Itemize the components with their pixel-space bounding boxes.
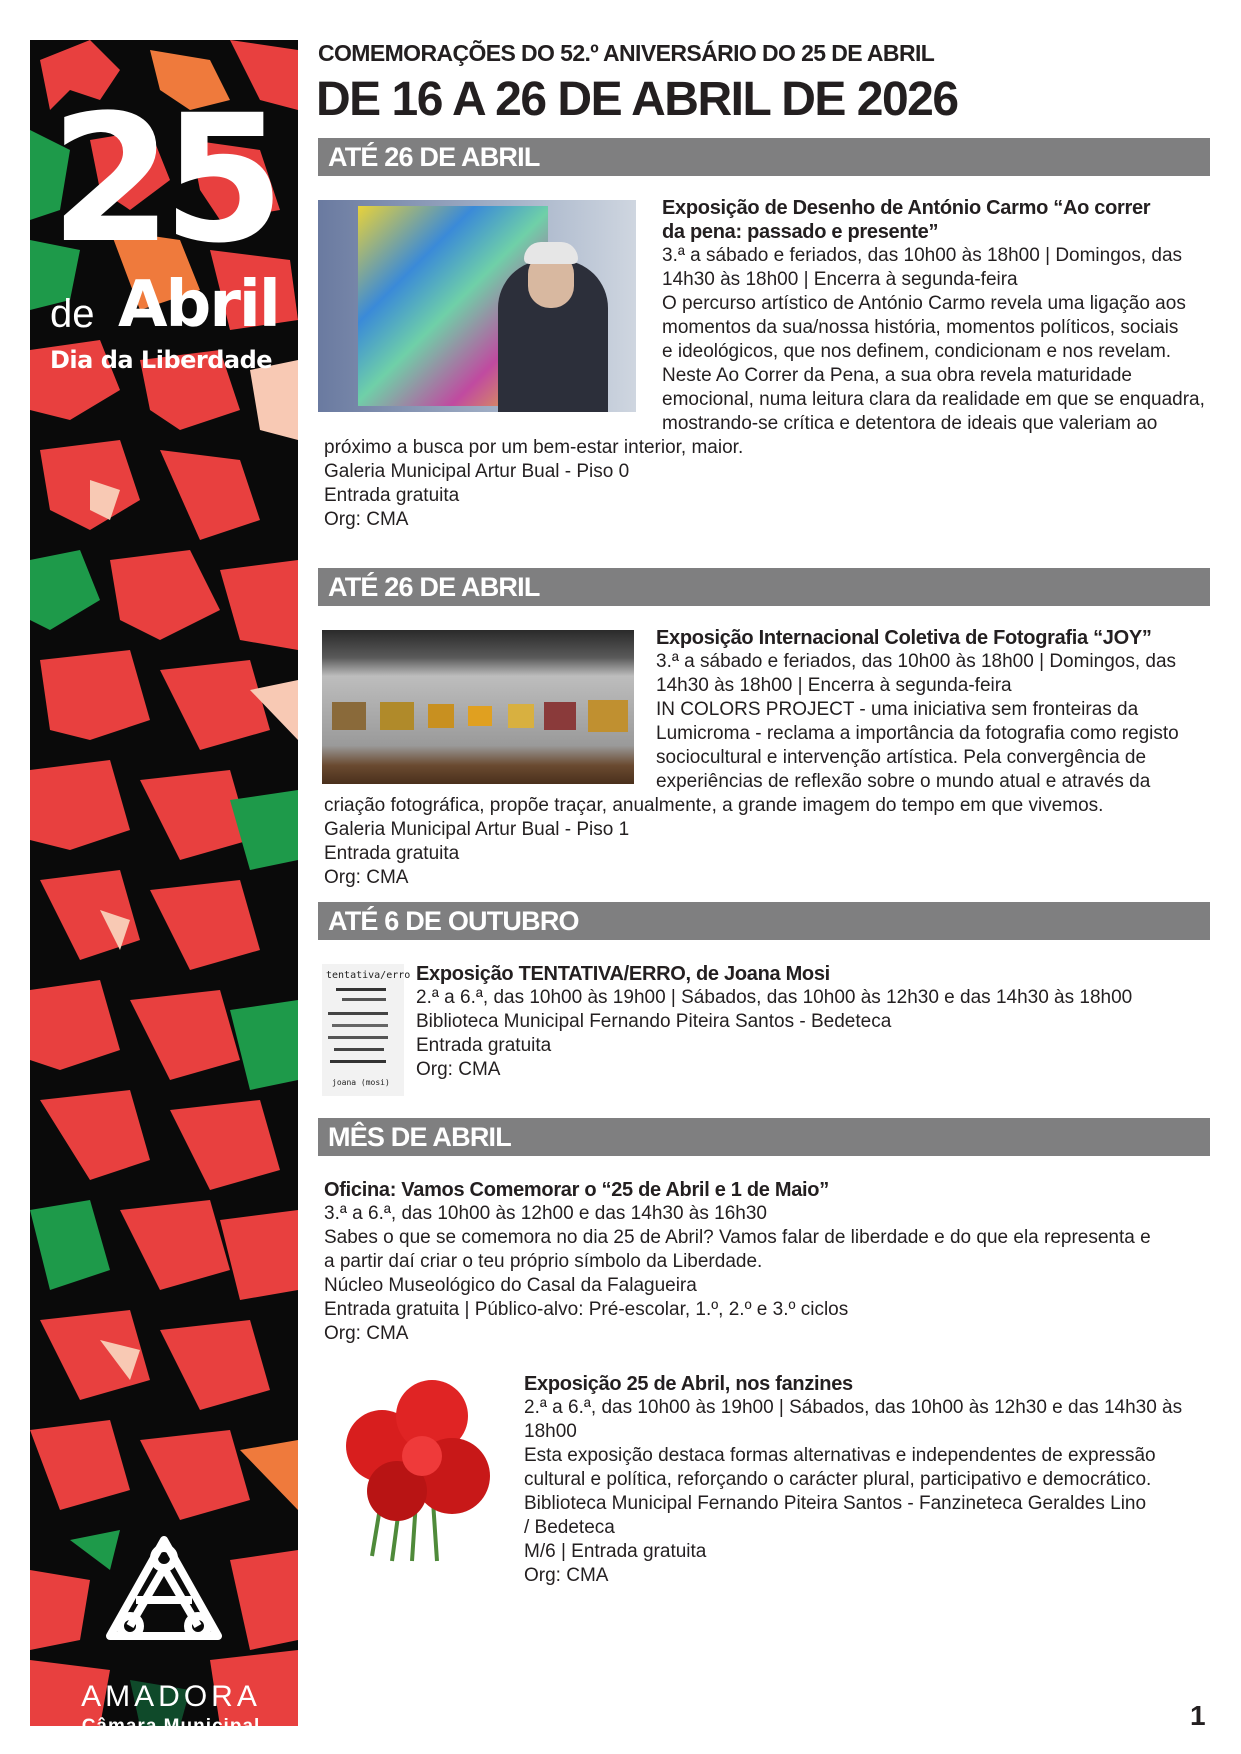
section-bar-1: ATÉ 26 DE ABRIL [318,138,1210,176]
banner-abril: Abril [118,268,279,342]
artist-portrait-photo [318,200,636,412]
event-3-venue: Biblioteca Municipal Fernando Piteira Santos - Bedeteca [416,1011,892,1032]
municipality-subtitle: Câmara Municipal [81,1716,261,1737]
event-1-line: momentos da sua/nossa história, momentos políticos, sociais [662,317,1179,338]
event-2-line: criação fotográfica, propõe traçar, anualmente, a grande imagem do tempo em que vivemos. [324,795,1104,816]
section-bar-4: MÊS DE ABRIL [318,1118,1210,1156]
banner-de: de [50,292,95,336]
event-4-entry: Entrada gratuita | Público-alvo: Pré-escolar, 1.º, 2.º e 3.º ciclos [324,1299,849,1320]
event-5-org: Org: CMA [524,1565,609,1586]
event-4-title: Oficina: Vamos Comemorar o “25 de Abril e 1 de Maio” [324,1179,829,1201]
event-1-line: O percurso artístico de António Carmo revela uma ligação aos [662,293,1186,314]
event-5-schedule: 2.ª a 6.ª, das 10h00 às 19h00 | Sábados, das 10h00 às 12h30 e das 14h30 às [524,1397,1183,1418]
event-4-schedule: 3.ª a 6.ª, das 10h00 às 12h00 e das 14h30 às 16h30 [324,1203,767,1224]
event-5-line: Esta exposição destaca formas alternativas e independentes de expressão [524,1445,1156,1466]
event-4-line: a partir daí criar o teu próprio símbolo da Liberdade. [324,1251,763,1272]
event-5-title: Exposição 25 de Abril, nos fanzines [524,1373,853,1395]
event-4-text [324,1178,1210,1346]
banner-big-number: 25 [50,77,275,282]
poster-author: joana (mosi) [332,1078,390,1087]
event-5-entry: M/6 | Entrada gratuita [524,1541,707,1562]
event-2-line: Lumicroma - reclama a importância da fotografia como registo [656,723,1179,744]
event-1-entry: Entrada gratuita [324,485,460,506]
event-1-text [662,196,1210,436]
event-2-entry: Entrada gratuita [324,843,460,864]
page-number: 1 [1190,1700,1206,1731]
page-supertitle: COMEMORAÇÕES DO 52.º ANIVERSÁRIO DO 25 DE ABRIL [318,40,935,66]
event-1-line: Neste Ao Correr da Pena, a sua obra revela maturidade [662,365,1132,386]
event-4-org: Org: CMA [324,1323,409,1344]
event-5-venue: Biblioteca Municipal Fernando Piteira Santos - Fanzineteca Geraldes Lino [524,1493,1147,1514]
event-2-text [656,626,1210,794]
event-5-schedule-2: 18h00 [524,1421,577,1442]
event-1-line: próximo a busca por um bem-estar interior, maior. [324,437,744,458]
event-1-line: 14h30 às 18h00 | Encerra à segunda-feira [662,269,1018,290]
event-1-line: 3.ª a sábado e feriados, das 10h00 às 18h00 | Domingos, das [662,245,1183,266]
red-carnations-photo [322,1376,512,1566]
event-2-line: IN COLORS PROJECT - uma iniciativa sem fronteiras da [656,699,1139,720]
municipality-name: AMADORA [81,1680,261,1713]
tentativa-erro-poster [322,964,411,1096]
carnation-banner [30,40,298,1737]
event-5-text [524,1372,1210,1588]
event-5-venue-2: / Bedeteca [524,1517,615,1538]
event-5-line: cultural e política, reforçando o carácter plural, participativo e democrático. [524,1469,1152,1490]
page-title: DE 16 A 26 DE ABRIL DE 2026 [316,73,958,126]
event-1-details [324,436,1210,532]
event-4-venue: Núcleo Museológico do Casal da Falagueira [324,1275,697,1296]
banner-subtitle: Dia da Liberdade [50,346,273,374]
event-2-details [324,794,1210,890]
event-1-title: Exposição de Desenho de António Carmo “Ao correr [662,197,1151,219]
event-3-entry: Entrada gratuita [416,1035,552,1056]
event-1-line: mostrando-se crítica e detentora de ideais que valeriam ao [662,413,1158,434]
event-3-text [416,962,1210,1082]
event-4-line: Sabes o que se comemora no dia 25 de Abril? Vamos falar de liberdade e do que ela representa e [324,1227,1151,1248]
amadora-logo-icon [100,1532,228,1652]
event-1-line: e ideológicos, que nos definem, condicionam e nos revelam. [662,341,1172,362]
event-3-org: Org: CMA [416,1059,501,1080]
event-3-title: Exposição TENTATIVA/ERRO, de Joana Mosi [416,963,830,985]
event-1-title-2: da pena: passado e presente” [662,221,939,243]
event-2-line: 3.ª a sábado e feriados, das 10h00 às 18h00 | Domingos, das [656,651,1177,672]
event-2-title: Exposição Internacional Coletiva de Fotografia “JOY” [656,627,1152,649]
gallery-exhibition-photo [322,630,634,784]
event-2-line: experiências de reflexão sobre o mundo atual e através da [656,771,1151,792]
event-2-line: sociocultural e intervenção artística. Pela convergência de [656,747,1147,768]
event-2-line: 14h30 às 18h00 | Encerra à segunda-feira [656,675,1012,696]
event-2-venue: Galeria Municipal Artur Bual - Piso 1 [324,819,630,840]
poster-title: tentativa/erro [326,970,411,981]
event-3-schedule: 2.ª a 6.ª, das 10h00 às 19h00 | Sábados, das 10h00 às 12h30 e das 14h30 às 18h00 [416,987,1133,1008]
event-1-venue: Galeria Municipal Artur Bual - Piso 0 [324,461,630,482]
event-1-line: emocional, numa leitura clara da realidade em que se enquadra, [662,389,1205,410]
section-bar-2: ATÉ 26 DE ABRIL [318,568,1210,606]
event-1-org: Org: CMA [324,509,409,530]
event-2-org: Org: CMA [324,867,409,888]
section-bar-3: ATÉ 6 DE OUTUBRO [318,902,1210,940]
